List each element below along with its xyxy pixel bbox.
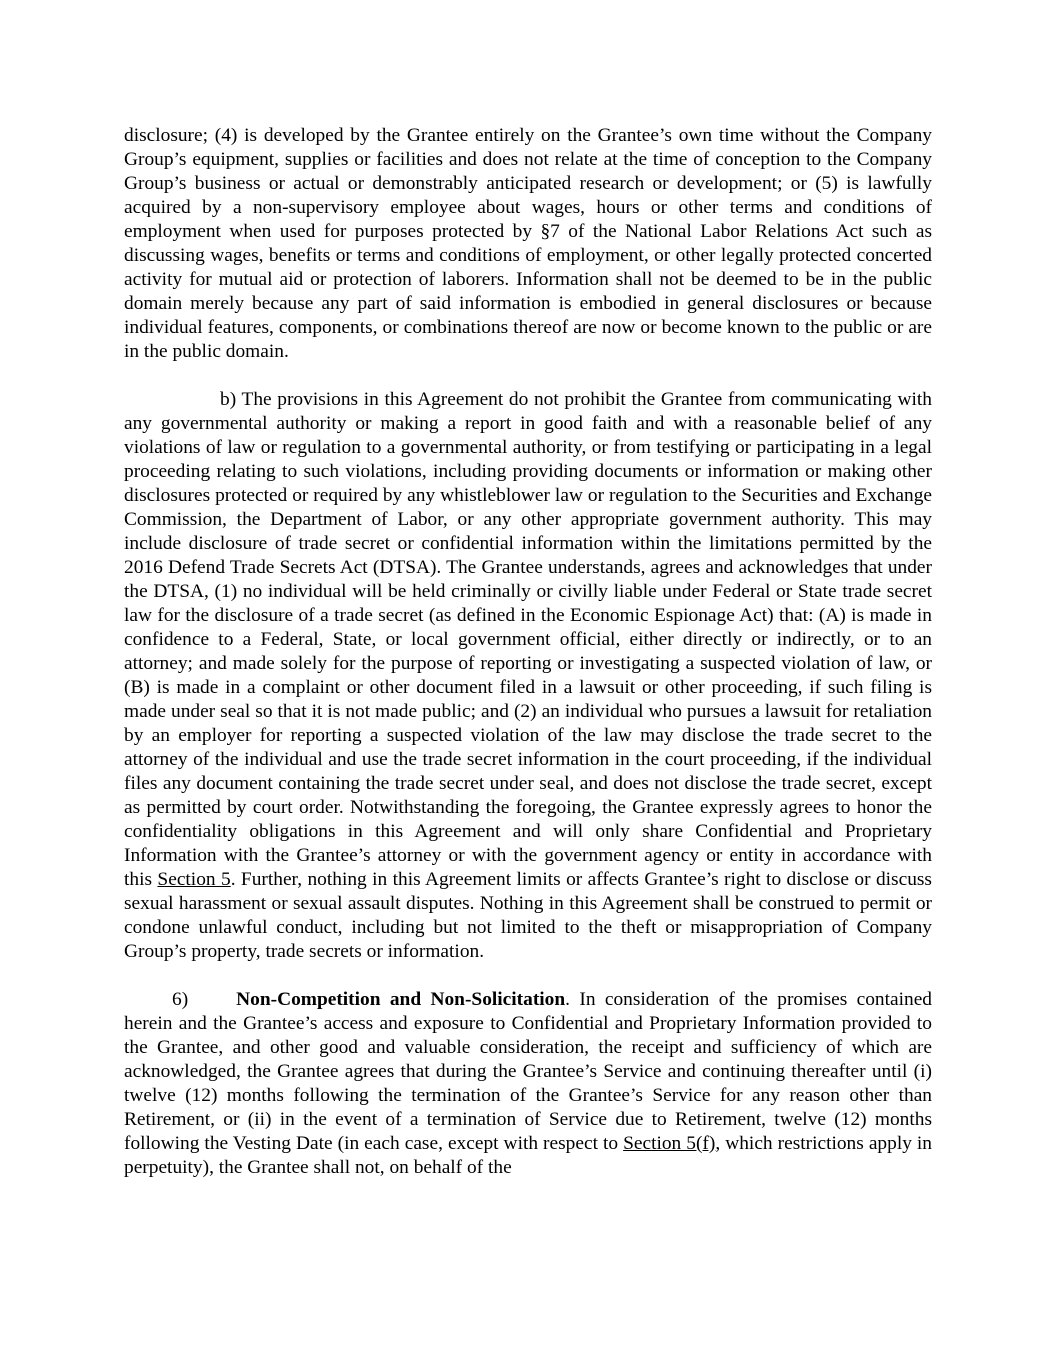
section-number: 6) <box>172 989 189 1010</box>
section-reference: Section 5(f) <box>623 1133 716 1154</box>
paragraph-text: disclosure; (4) is developed by the Grantee entirely on the Grantee’s own time without the Company Group’s equipment, supplies or facilities and does not relate at the time of conception to the Company Group’s business or actual or demonstrably anticipated research or development; or (5) is lawfully acquired by a non-supervisory employee about wages, hours or other terms and conditions of employment when used for purposes protected by §7 of the National Labor Relations Act such as discussing wages, benefits or terms and conditions of employment, or other legally protected concerted activity for mutual aid or protection of laborers. Information shall not be deemed to be in the public domain merely because any part of said information is embodied in general disclosures or because individual features, components, or combinations thereof are now or become known to the public or are in the public domain. <box>124 125 932 362</box>
paragraph-b-whistleblower <box>124 388 932 964</box>
paragraph-6-non-competition <box>124 988 932 1180</box>
paragraph-public-domain-exceptions <box>124 124 932 364</box>
paragraph-text: . Further, nothing in this Agreement limits or affects Grantee’s right to disclose or discuss sexual harassment or sexual assault disputes. Nothing in this Agreement shall be construed to permit or condone unlawful conduct, including but not limited to the theft or misappropriation of Company Group’s property, trade secrets or information. <box>124 869 932 962</box>
paragraph-text: . In consideration of the promises contained herein and the Grantee’s access and exposure to Confidential and Proprietary Information provided to the Grantee, and other good and valuable consideration, the receipt and sufficiency of which are acknowledged, the Grantee agrees that during the Grantee’s Service and continuing thereafter until (i) twelve (12) months following the termination of the Grantee’s Service for any reason other than Retirement, or (ii) in the event of a termination of Service due to Retirement, twelve (12) months following the Vesting Date (in each case, except with respect to <box>124 989 932 1154</box>
paragraph-label: b) <box>220 389 237 410</box>
section-reference: Section 5 <box>157 869 231 890</box>
document-page <box>124 124 932 1204</box>
section-heading: Non-Competition and Non-Solicitation <box>236 989 566 1010</box>
paragraph-text: , which restrictions apply in perpetuity), the Grantee shall not, on behalf of the <box>124 1133 933 1178</box>
paragraph-text: The provisions in this Agreement do not prohibit the Grantee from communicating with any governmental authority or making a report in good faith and with a reasonable belief of any violations of law or regulation to a governmental authority, or from testifying or participating in a legal proceeding relating to such violations, including providing documents or information or making other disclosures protected or required by any whistleblower law or regulation to the Securities and Exchange Commission, the Department of Labor, or any other appropriate government authority. This may include disclosure of trade secret or confidential information within the limitations permitted by the 2016 Defend Trade Secrets Act (DTSA). The Grantee understands, agrees and acknowledges that under the DTSA, (1) no individual will be held criminally or civilly liable under Federal or State trade secret law for the disclosure of a trade secret (as defined in the Economic Espionage Act) that: (A) is made in confidence to a Federal, State, or local government official, either directly or indirectly, or to an attorney; and made solely for the purpose of reporting or investigating a suspected violation of law, or (B) is made in a complaint or other document filed in a lawsuit or other proceeding, if such filing is made under seal so that it is not made public; and (2) an individual who pursues a lawsuit for retaliation by an employer for reporting a suspected violation of the law may disclose the trade secret to the attorney of the individual and use the trade secret information in the court proceeding, if the individual files any document containing the trade secret under seal, and does not disclose the trade secret, except as permitted by court order. Notwithstanding the foregoing, the Grantee expressly agrees to honor the confidentiality obligations in this Agreement and will only share Confidential and Proprietary Information with the Grantee’s attorney or with the government agency or entity in accordance with this <box>124 389 932 890</box>
